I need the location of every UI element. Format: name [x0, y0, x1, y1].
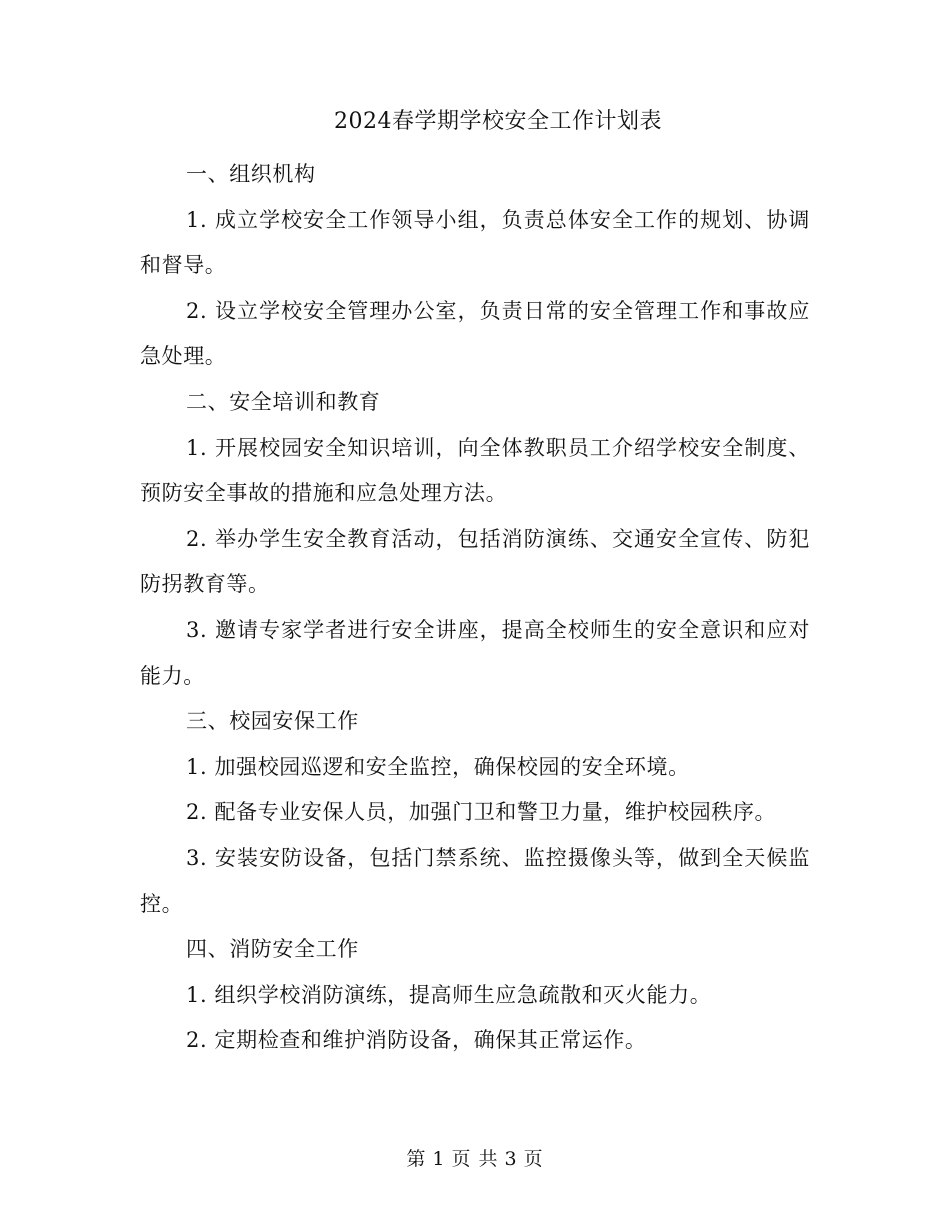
page-label-suffix: 页 — [523, 1148, 544, 1170]
page-footer — [0, 1144, 950, 1174]
list-item: 3. 邀请专家学者进行安全讲座，提高全校师生的安全意识和应对能力。 — [140, 617, 810, 688]
page-label-prefix: 第 — [406, 1148, 427, 1170]
current-page-number: 1 — [432, 1148, 446, 1170]
section-heading: 二、安全培训和教育 — [186, 389, 381, 414]
list-item: 2. 举办学生安全教育活动，包括消防演练、交通安全宣传、防犯防拐教育等。 — [140, 526, 810, 597]
list-item: 3. 安装安防设备，包括门禁系统、监控摄像头等，做到全天候监控。 — [140, 845, 810, 916]
list-item: 2. 设立学校安全管理办公室，负责日常的安全管理工作和事故应急处理。 — [140, 298, 810, 369]
section-heading: 一、组织机构 — [186, 162, 316, 186]
list-item: 1. 组织学校消防演练，提高师生应急疏散和灭火能力。 — [186, 982, 712, 1007]
total-pages-number: 3 — [504, 1148, 518, 1170]
list-item: 1. 开展校园安全知识培训，向全体教职员工介绍学校安全制度、预防安全事故的措施和应急处理方法。 — [140, 435, 810, 506]
document-body — [140, 152, 810, 1064]
document-title: 2024春学期学校安全工作计划表 — [334, 109, 662, 134]
list-item: 2. 定期检查和维护消防设备，确保其正常运作。 — [186, 1028, 647, 1053]
section-heading: 三、校园安保工作 — [186, 709, 359, 734]
page-label-mid: 页 共 — [451, 1148, 499, 1170]
list-item: 2. 配备专业安保人员，加强门卫和警卫力量，维护校园秩序。 — [186, 800, 777, 825]
list-item: 1. 加强校园巡逻和安全监控，确保校园的安全环境。 — [186, 754, 690, 779]
section-heading: 四、消防安全工作 — [186, 937, 359, 962]
list-item: 1. 成立学校安全工作领导小组，负责总体安全工作的规划、协调和督导。 — [140, 207, 810, 278]
